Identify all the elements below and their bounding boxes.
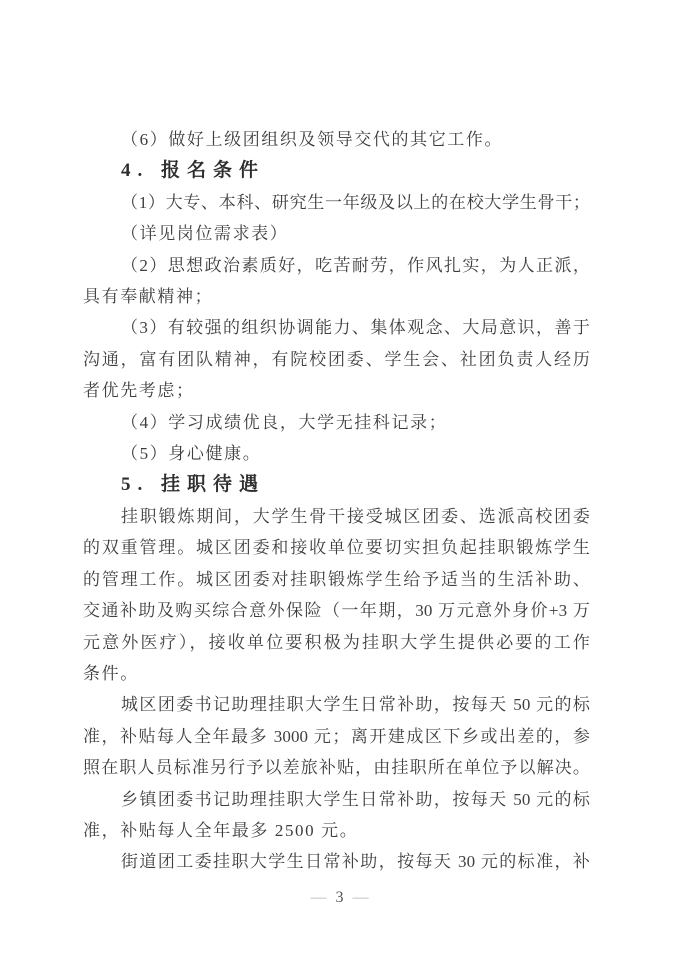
document-body (83, 124, 590, 878)
doc-line-item2-2: 具有奉献精神； (83, 287, 214, 307)
doc-line-para1-2: 的双重管理。城区团委和接收单位要切实担负起挂职锻炼学生 (83, 538, 590, 558)
doc-line-item3-2: 沟通，富有团队精神，有院校团委、学生会、社团负责人经历 (83, 349, 590, 369)
doc-line-para3-2: 准，补贴每人全年最多 2500 元。 (83, 820, 359, 840)
doc-line-item1-2: （详见岗位需求表） (121, 224, 289, 244)
section-heading-4: 4. 报名条件 (121, 160, 266, 182)
doc-line-para1-5: 元意外医疗），接收单位要积极为挂职大学生提供必要的工作 (83, 632, 590, 652)
doc-line-para1-6: 条件。 (83, 663, 139, 683)
page-footer (0, 886, 679, 910)
doc-line-para1-1: 挂职锻炼期间，大学生骨干接受城区团委、选派高校团委 (121, 506, 590, 526)
doc-line-item6: （6）做好上级团组织及领导交代的其它工作。 (121, 130, 504, 149)
doc-line-item3-3: 者优先考虑； (83, 381, 195, 401)
doc-line-item2-1: （2）思想政治素质好，吃苦耐劳，作风扎实，为人正派， (121, 255, 590, 275)
doc-line-para1-4: 交通补助及购买综合意外保险（一年期，30 万元意外身价+3 万 (83, 601, 590, 621)
doc-line-para4-1: 街道团工委挂职大学生日常补助，按每天 30 元的标准，补 (121, 852, 590, 872)
doc-line-para3-1: 乡镇团委书记助理挂职大学生日常补助，按每天 50 元的标 (121, 789, 590, 809)
doc-line-item4: （4）学习成绩优良，大学无挂科记录； (121, 412, 448, 432)
doc-line-item1-1: （1）大专、本科、研究生一年级及以上的在校大学生骨干； (121, 192, 590, 212)
doc-line-item5: （5）身心健康。 (121, 444, 262, 464)
doc-line-para2-2: 准，补贴每人全年最多 3000 元；离开建成区下乡或出差的，参 (83, 726, 590, 746)
doc-line-para1-3: 的管理工作。城区团委对挂职锻炼学生给予适当的生活补助、 (83, 569, 590, 589)
doc-line-item3-1: （3）有较强的组织协调能力、集体观念、大局意识，善于 (121, 318, 590, 338)
page-number: 3 (335, 889, 344, 906)
footer-dash-right: — (352, 889, 369, 906)
section-heading-5: 5. 挂职待遇 (121, 474, 266, 496)
doc-line-para2-1: 城区团委书记助理挂职大学生日常补助，按每天 50 元的标 (121, 695, 590, 715)
doc-line-para2-3: 照在职人员标准另行予以差旅补贴，由挂职所在单位予以解决。 (83, 758, 590, 778)
footer-dash-left: — (310, 889, 327, 906)
